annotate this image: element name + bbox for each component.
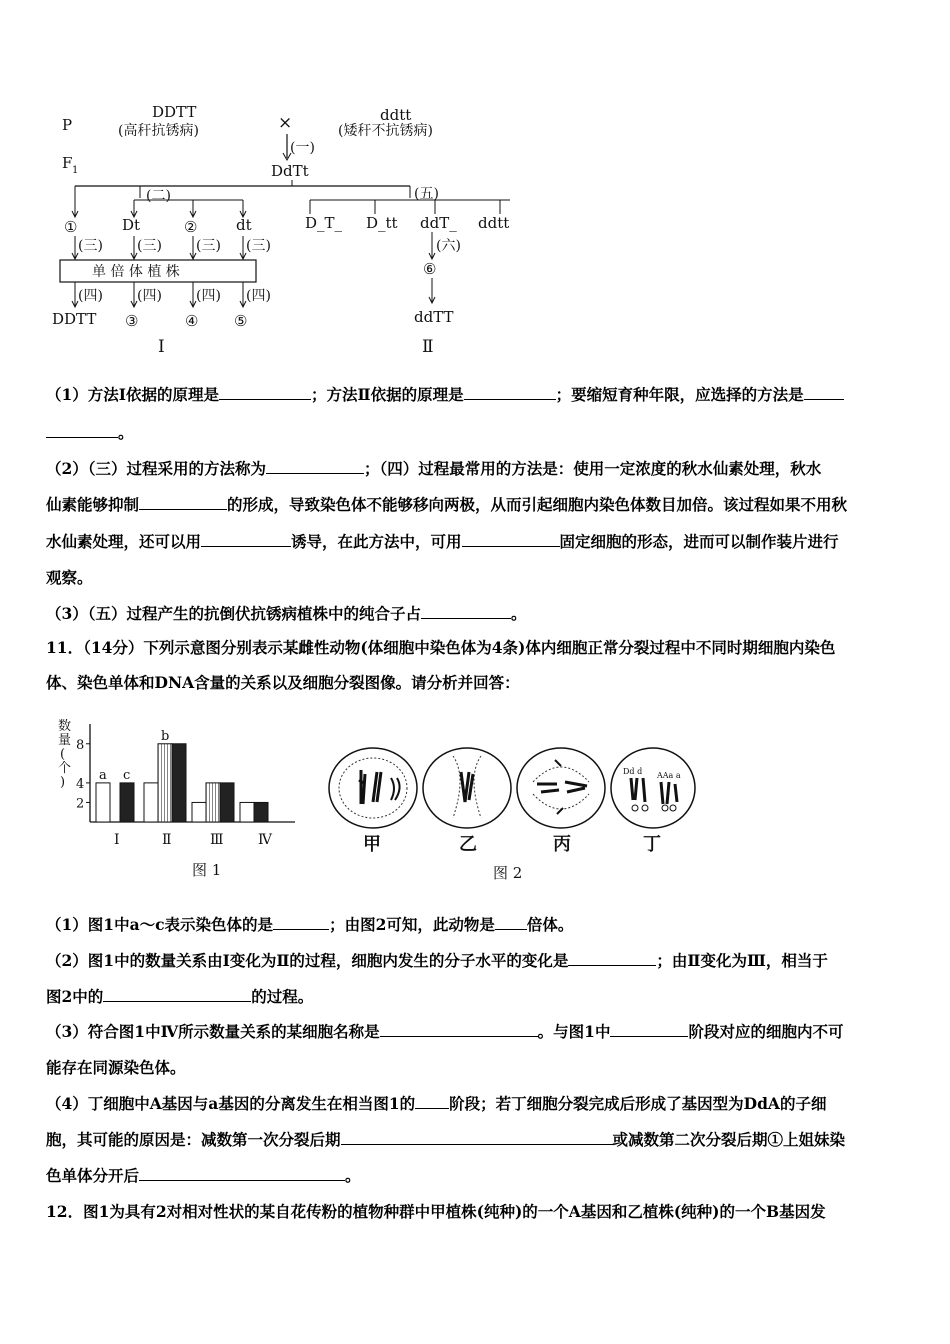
circle-6: ⑥	[423, 260, 437, 278]
result-3: ③	[125, 312, 139, 330]
q11-p1c-text: 倍体。	[526, 915, 574, 934]
q10-p2c-text: 仙素能够抑制	[46, 495, 140, 514]
answer-blank[interactable]	[421, 601, 511, 619]
q10-part1-line1	[46, 378, 906, 412]
q11-p2b-text: ；由Ⅱ变化为Ⅲ，相当于	[656, 951, 828, 970]
q11-p4b-text: 阶段；若丁细胞分裂完成后形成了基因型为DdA的子细	[449, 1094, 827, 1113]
cell-label-ding: 丁	[643, 834, 661, 855]
figure1-bar-chart	[50, 712, 310, 887]
y-tick-label: 8	[76, 737, 85, 753]
answer-blank[interactable]	[610, 1019, 688, 1037]
q11-p4f-text: 。	[345, 1166, 361, 1185]
q11-intro1-text: 11．（14分）下列示意图分别表示某雌性动物(体细胞中染色体为4条)体内细胞正常分裂过程中不同时期细胞内染色	[46, 638, 836, 657]
bar-a-3	[192, 802, 206, 822]
q11-intro2-text: 体、染色单体和DNA含量的关系以及细胞分裂图像。请分析并回答：	[46, 673, 520, 692]
q10-p2h-text: 观察。	[46, 568, 93, 587]
bar-a-2	[144, 783, 158, 822]
answer-blank[interactable]	[219, 382, 311, 400]
q11-p2-text: （2）图1中的数量关系由Ⅰ变化为Ⅱ的过程，细胞内发生的分子水平的变化是	[46, 951, 569, 970]
method-2-label: Ⅱ	[422, 337, 434, 357]
q10-p1c-text: ；要缩短育种年限，应选择的方法是	[555, 385, 804, 404]
answer-blank[interactable]	[495, 912, 527, 930]
q10-p1b-text: ；方法Ⅱ依据的原理是	[311, 385, 464, 404]
x-tick-label: Ⅰ	[114, 832, 120, 848]
answer-blank[interactable]	[273, 912, 329, 930]
breeding-diagram	[0, 90, 560, 370]
bar-a-1	[96, 783, 110, 822]
y-tick-label: 4	[76, 776, 85, 792]
q11-p4e-text: 色单体分开后	[46, 1166, 140, 1185]
result-5: ⑤	[234, 312, 248, 330]
q12-intro-text: 12．图1为具有2对相对性状的某自花传粉的植物种群中甲植株(纯种)的一个A基因和乙植株(纯种)的一个B基因发	[46, 1202, 826, 1221]
q11-p4d-text: 或减数第二次分裂后期①上姐妹染	[612, 1130, 846, 1149]
q11-p3-text: （3）符合图1中Ⅳ所示数量关系的某细胞名称是	[46, 1022, 380, 1041]
f1-genotype: DdTt	[271, 162, 309, 180]
step3-label-3: (三)	[196, 238, 221, 254]
q11-p4-text: （4）丁细胞中A基因与a基因的分离发生在相当图1的	[46, 1094, 416, 1113]
method-1-label: Ⅰ	[158, 337, 165, 357]
bar-b-2	[158, 744, 172, 822]
result-ddTT: ddTT	[414, 308, 454, 326]
answer-blank[interactable]	[139, 492, 227, 510]
series-label-c: c	[123, 767, 131, 783]
fig1-ylabel: 数量(个)	[58, 719, 72, 790]
q11-part2-line2	[46, 980, 906, 1014]
step5-label: (五)	[414, 186, 439, 202]
fig1-caption: 图 1	[192, 861, 222, 879]
q11-p4c-text: 胞，其可能的原因是：减数第一次分裂后期	[46, 1130, 341, 1149]
f2-ddtt: ddtt	[478, 214, 510, 232]
series-label-a: a	[99, 767, 107, 783]
cross-symbol: ×	[278, 113, 293, 133]
cell-label-bing: 丙	[553, 834, 571, 855]
q11-part4-line1	[46, 1087, 906, 1121]
result-4: ④	[185, 312, 199, 330]
answer-blank[interactable]	[103, 984, 251, 1002]
cell-yi	[423, 748, 511, 828]
parent1-phenotype: (高秆抗锈病)	[118, 123, 199, 139]
q10-p1-text: （1）方法Ⅰ依据的原理是	[46, 385, 220, 404]
q10-p2e-text: 水仙素处理，还可以用	[46, 532, 202, 551]
step3-label-2: (三)	[137, 238, 162, 254]
q10-p2-text: （2）（三）过程采用的方法称为	[46, 459, 267, 478]
x-tick-label: Ⅱ	[162, 832, 172, 848]
parent2-genotype: ddtt	[380, 106, 412, 124]
answer-blank[interactable]	[462, 529, 560, 547]
bar-c-2	[172, 744, 186, 822]
bar-c-3	[220, 783, 234, 822]
figure2-cell-images	[325, 742, 705, 890]
q11-p3d-text: 能存在同源染色体。	[46, 1058, 186, 1077]
f2-Dtt: D_tt	[366, 214, 398, 232]
y-tick-label: 2	[76, 796, 85, 812]
step1-label: (一)	[290, 140, 315, 156]
q10-part1-line2	[46, 416, 906, 450]
answer-blank[interactable]	[341, 1127, 613, 1145]
step3-label-4: (三)	[246, 238, 271, 254]
haploid-box-label: 单 倍 体 植 株	[92, 264, 180, 280]
q10-part2-line1	[46, 452, 906, 486]
q10-p3b-text: 。	[511, 604, 527, 623]
x-tick-label: Ⅳ	[258, 832, 272, 848]
answer-blank[interactable]	[201, 529, 291, 547]
q10-part2-line2	[46, 488, 906, 522]
answer-blank[interactable]	[46, 420, 118, 438]
q10-part2-line3	[46, 525, 906, 559]
cell-jia	[329, 748, 417, 828]
q10-p1d-text: 。	[118, 423, 134, 442]
parent2-phenotype: (矮秆不抗锈病)	[338, 123, 433, 139]
q11-part3-line1	[46, 1015, 906, 1049]
q11-intro-line1	[46, 631, 906, 665]
q11-p1b-text: ；由图2可知，此动物是	[329, 915, 495, 934]
answer-blank[interactable]	[380, 1019, 538, 1037]
answer-blank[interactable]	[266, 456, 364, 474]
q11-part1	[46, 908, 906, 942]
step3-label-1: (三)	[78, 238, 103, 254]
step6-label: (六)	[436, 238, 461, 254]
cell-ding	[611, 748, 695, 828]
q11-part4-line2	[46, 1123, 906, 1157]
f2-ddT: ddT_	[420, 214, 457, 232]
q10-part2-line4	[46, 561, 906, 595]
q11-part2-line1	[46, 944, 906, 978]
answer-blank[interactable]	[464, 382, 556, 400]
q12-intro	[46, 1195, 906, 1229]
cell-label-yi: 乙	[459, 834, 477, 855]
answer-blank[interactable]	[139, 1163, 345, 1181]
fig2-caption: 图 2	[493, 864, 523, 882]
q11-p2c-text: 图2中的	[46, 987, 104, 1006]
q10-p2b-text: ；（四）过程最常用的方法是：使用一定浓度的秋水仙素处理，秋水	[364, 459, 822, 478]
q11-p3b-text: 。与图1中	[537, 1022, 611, 1041]
q11-intro-line2	[46, 666, 906, 700]
step2-label: (二)	[146, 188, 171, 204]
x-tick-label: Ⅲ	[210, 832, 224, 848]
q10-p2g-text: 固定细胞的形态，进而可以制作装片进行	[559, 532, 839, 551]
gamete-dt: dt	[236, 216, 252, 234]
q10-p2f-text: 诱导，在此方法中，可用	[291, 532, 462, 551]
ding-gene-labels-2: AAa a	[657, 771, 681, 780]
q10-part3	[46, 597, 906, 631]
q10-p2d-text: 的形成，导致染色体不能够移向两极，从而引起细胞内染色体数目加倍。该过程如果不用秋	[227, 495, 848, 514]
answer-blank[interactable]	[804, 382, 844, 400]
bar-c-1	[120, 783, 134, 822]
parent1-genotype: DDTT	[152, 103, 197, 121]
step4-label-2: (四)	[137, 288, 162, 304]
answer-blank[interactable]	[415, 1091, 449, 1109]
result-DDTT: DDTT	[52, 310, 97, 328]
gamete-Dt: Dt	[122, 216, 141, 234]
gamete-1: ①	[64, 218, 78, 236]
q11-part3-line2	[46, 1051, 906, 1085]
q10-p3-text: （3）（五）过程产生的抗倒伏抗锈病植株中的纯合子占	[46, 604, 422, 623]
bar-c-4	[254, 802, 268, 822]
answer-blank[interactable]	[568, 948, 656, 966]
bar-a-4	[240, 802, 254, 822]
step4-label-3: (四)	[196, 288, 221, 304]
q11-p2d-text: 的过程。	[251, 987, 314, 1006]
f1-label: F	[62, 154, 73, 172]
series-label-b: b	[161, 728, 170, 744]
bar-b-3	[206, 783, 220, 822]
q11-part4-line3	[46, 1159, 906, 1193]
step4-label-4: (四)	[246, 288, 271, 304]
p-label: P	[62, 116, 73, 134]
f1-sub: 1	[72, 165, 79, 176]
q11-p3c-text: 阶段对应的细胞内不可	[688, 1022, 844, 1041]
cell-label-jia: 甲	[363, 834, 381, 855]
ding-gene-labels-1: Dd d	[623, 767, 643, 776]
gamete-2: ②	[184, 218, 198, 236]
step4-label-1: (四)	[78, 288, 103, 304]
q11-p1-text: （1）图1中a～c表示染色体的是	[46, 915, 274, 934]
cell-bing	[517, 748, 605, 828]
f2-DT: D_T_	[305, 214, 343, 232]
